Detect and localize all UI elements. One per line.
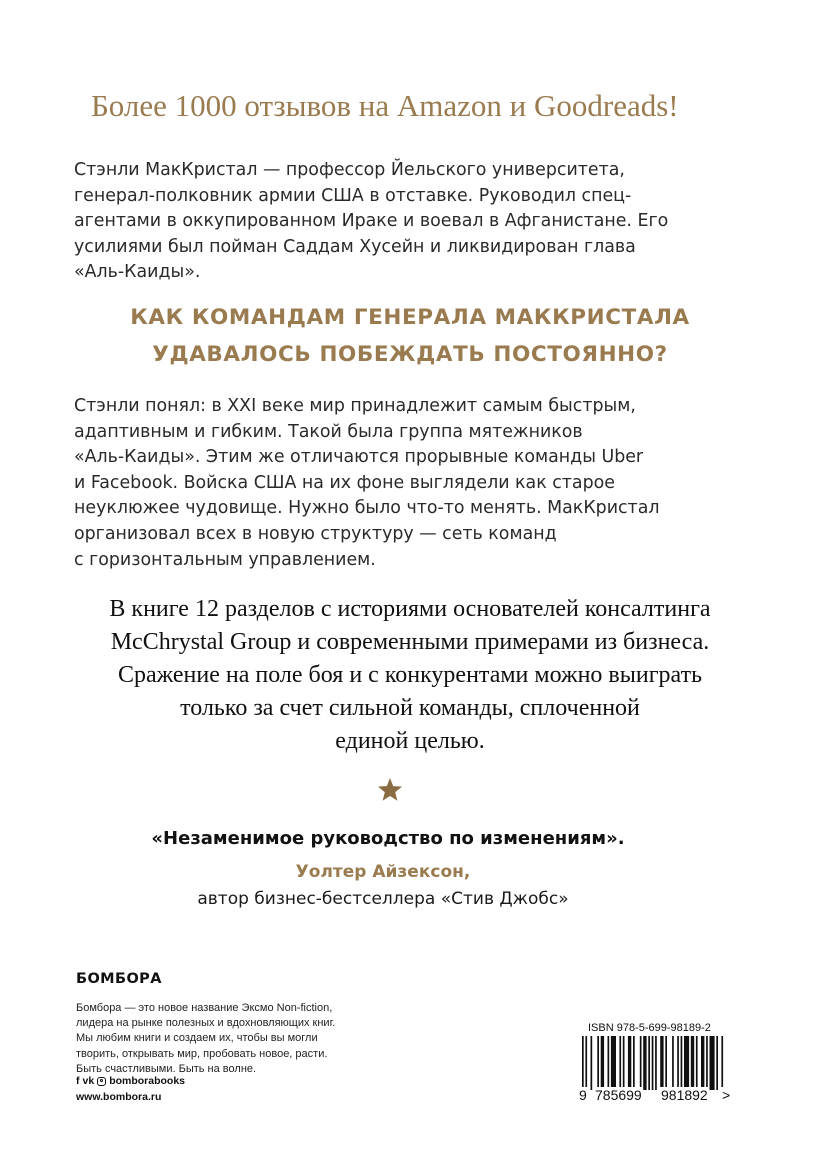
isbn: ISBN 978-5-699-98189-2 — [588, 1022, 711, 1034]
barcode-arrow: > — [722, 1087, 731, 1103]
headline: Более 1000 отзывов на Amazon и Goodreads! — [91, 88, 679, 123]
story-line: «Аль-Каиды». Этим же отличаются прорывные команды Uber — [74, 447, 644, 468]
facebook-icon[interactable]: f — [76, 1075, 80, 1087]
social-handle: bomborabooks — [109, 1075, 186, 1087]
question-line-1: КАК КОМАНДАМ ГЕНЕРАЛА МАККРИСТАЛА — [130, 305, 690, 330]
intro-line: «Аль-Каиды». — [74, 262, 201, 283]
vk-icon[interactable]: vk — [82, 1075, 95, 1087]
summary-line: Сражение на поле боя и с конкурентами можно выиграть — [117, 662, 703, 688]
about-line: Бомбора — это новое название Эксмо Non-fiction, — [76, 1002, 333, 1014]
summary-line: единой целью. — [335, 728, 485, 754]
story-line: адаптивным и гибким. Такой была группа мятежников — [74, 421, 583, 442]
star-icon — [373, 773, 407, 807]
summary-line: McChrystal Group и современными примерами из бизнеса. — [110, 629, 710, 655]
about-line: лидера на рынке полезных и вдохновляющих книг. — [76, 1017, 336, 1030]
barcode-digit-lead: 9 — [579, 1087, 587, 1103]
about-line: Мы любим книги и создаем их, чтобы вы могли — [76, 1032, 318, 1045]
social-links — [76, 1075, 185, 1087]
book-summary — [70, 593, 750, 758]
summary-line: только за счет сильной команды, сплоченной — [180, 695, 640, 721]
quote-author-description: автор бизнес-бестселлера «Стив Джобс» — [197, 889, 569, 909]
barcode-digits-right: 981892 — [661, 1087, 708, 1103]
barcode-digits — [580, 1087, 730, 1105]
quote-author: Уолтер Айзексон, — [295, 862, 471, 882]
publisher-logo: БОМБОРА — [76, 971, 162, 987]
story-line: с горизонтальным управлением. — [74, 549, 376, 570]
intro-paragraph — [74, 158, 738, 286]
intro-line: агентами в оккупированном Ираке и воевал в Афганистане. Его — [74, 211, 669, 232]
website-link[interactable]: www.bombora.ru — [76, 1091, 162, 1103]
about-line: творить, открывать мир, пробовать новое, расти. — [76, 1047, 328, 1060]
quote: «Незаменимое руководство по изменениям». — [151, 828, 625, 849]
story-line: и Facebook. Войска США на их фоне выглядели как старое — [74, 472, 615, 493]
intro-line: Стэнли МакКристал — профессор Йельского университета, — [74, 160, 625, 180]
story-line: организовал всех в новую структуру — сеть команд — [74, 523, 557, 544]
summary-line: В книге 12 разделов с историями основателей консалтинга — [109, 596, 711, 622]
question-line-2: УДАВАЛОСЬ ПОБЕЖДАТЬ ПОСТОЯННО? — [152, 342, 668, 367]
instagram-icon[interactable] — [97, 1077, 106, 1086]
story-paragraph — [74, 394, 738, 573]
story-line: неуклюжее чудовище. Нужно было что-то менять. МакКристал — [74, 498, 660, 519]
intro-line: генерал-полковник армии США в отставке. Руководил спец- — [74, 185, 632, 206]
intro-line: усилиями был пойман Саддам Хусейн и ликвидирован глава — [74, 236, 636, 257]
story-line: Стэнли понял: в XXI веке мир принадлежит самым быстрым, — [74, 396, 636, 416]
publisher-about — [76, 1001, 376, 1077]
about-line: Быть счастливыми. Быть на волне. — [76, 1062, 257, 1075]
barcode-digits-left: 785699 — [595, 1087, 642, 1103]
